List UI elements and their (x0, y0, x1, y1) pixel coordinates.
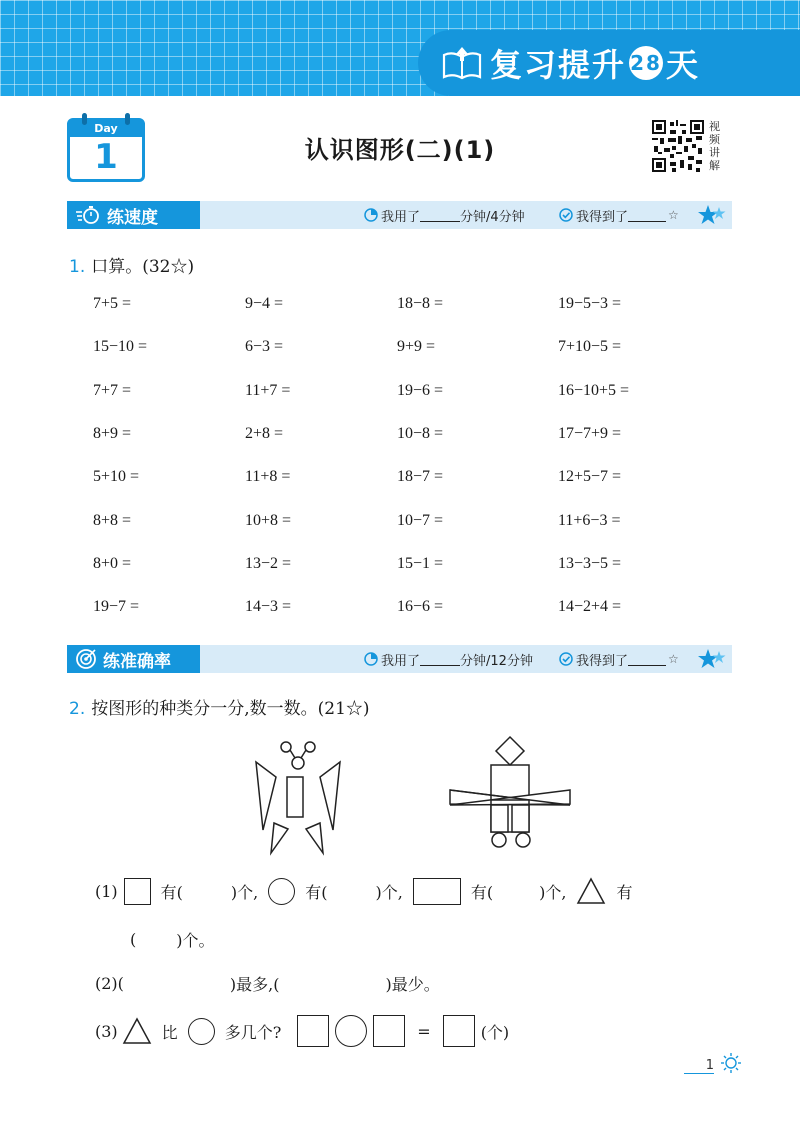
question-1-number: 1. (69, 257, 86, 277)
math-problem: 8+9 = (93, 425, 132, 442)
question-2-number: 2. (69, 699, 86, 719)
sub2-label: (2) (95, 974, 118, 993)
stars-decoration-icon (698, 203, 726, 227)
day-label: Day (70, 121, 142, 137)
sub-question-1 (95, 877, 632, 905)
math-problem: 5+10 = (93, 468, 140, 485)
header-banner (418, 30, 800, 96)
math-problem: 14−2+4 = (558, 598, 622, 615)
question-2 (69, 694, 370, 719)
day-number: 1 (94, 137, 118, 177)
rectangle-shape-icon (413, 878, 461, 905)
sub1-has2: 有( (305, 882, 328, 902)
math-problem: 13−2 = (245, 555, 292, 572)
stars-got-blank[interactable] (628, 653, 666, 666)
math-problem: 13−3−5 = (558, 555, 622, 572)
time-used-blank[interactable] (420, 653, 460, 666)
qr-label: 视频讲解 (709, 120, 720, 172)
math-problem: 10−7 = (397, 512, 444, 529)
math-problem: 15−10 = (93, 338, 148, 355)
circle-shape-icon (188, 1018, 215, 1045)
open-book-icon (442, 45, 482, 81)
math-problem: 16−10+5 = (558, 382, 630, 399)
math-problem: 6−3 = (245, 338, 284, 355)
math-problem: 14−3 = (245, 598, 292, 615)
butterfly-figure (256, 742, 340, 853)
math-problem: 19−5−3 = (558, 295, 622, 312)
stars-got (559, 645, 679, 673)
math-problem: 10+8 = (245, 512, 292, 529)
sub-question-2 (95, 972, 440, 995)
sub2-text1: )最多,( (229, 975, 280, 994)
shape-figures (240, 735, 600, 860)
section-tag-speed (67, 201, 200, 229)
question-1 (69, 252, 194, 277)
stars-got-prefix: 我得到了 (576, 653, 629, 669)
sub1-line2-close: )个。 (176, 931, 215, 950)
math-problem: 15−1 = (397, 555, 444, 572)
check-circle-icon (559, 652, 573, 666)
math-problem: 18−8 = (397, 295, 444, 312)
math-problem: 11+8 = (245, 468, 291, 485)
sub3-compare: 比 (161, 1022, 178, 1042)
robot-figure (450, 737, 570, 847)
sub3-equals: = (417, 1021, 431, 1041)
math-problem: 12+5−7 = (558, 468, 622, 485)
sub1-unit3: )个, (539, 882, 567, 902)
time-used-suffix: 分钟/12分钟 (460, 653, 533, 669)
sub-question-3 (95, 1015, 509, 1047)
section-tag-label: 练速度 (107, 207, 158, 228)
star-outline-icon: ☆ (668, 208, 679, 222)
math-problem: 9+9 = (397, 338, 436, 355)
sub1-unit2: )个, (375, 882, 403, 902)
time-used-blank[interactable] (420, 209, 460, 222)
sub1-line2-open: ( (130, 930, 137, 949)
section-bar-speed (67, 201, 732, 229)
time-used-suffix: 分钟/4分钟 (460, 209, 525, 225)
section-tag-label: 练准确率 (103, 651, 171, 672)
math-problem: 9−4 = (245, 295, 284, 312)
answer-box[interactable] (297, 1015, 329, 1047)
operator-circle-box[interactable] (335, 1015, 367, 1047)
question-1-text: 口算。(32☆) (91, 257, 195, 277)
math-problem: 18−7 = (397, 468, 444, 485)
math-problem: 11+7 = (245, 382, 291, 399)
answer-box[interactable] (443, 1015, 475, 1047)
math-problem: 10−8 = (397, 425, 444, 442)
answer-box[interactable] (373, 1015, 405, 1047)
math-problem: 7+10−5 = (558, 338, 622, 355)
section-bar-accuracy (67, 645, 732, 673)
time-used-prefix: 我用了 (381, 653, 421, 669)
banner-suffix: 天 (666, 46, 701, 84)
star-outline-icon: ☆ (668, 652, 679, 666)
math-problem: 19−7 = (93, 598, 140, 615)
sub3-question: 多几个? (224, 1022, 282, 1042)
sub1-unit1: )个, (230, 882, 259, 902)
stars-got (559, 201, 679, 229)
page-title: 认识图形(二)(1) (304, 136, 496, 164)
stopwatch-icon (75, 205, 101, 225)
sub2-text2: )最少。 (385, 975, 440, 994)
sun-decoration-icon (720, 1052, 742, 1074)
sub1-label: (1) (95, 881, 118, 901)
banner-day-count: 28 (629, 46, 663, 80)
time-used (364, 645, 533, 673)
banner-title: 复习提升 (490, 46, 627, 84)
check-circle-icon (559, 208, 573, 222)
qr-code-icon[interactable] (652, 120, 704, 172)
triangle-shape-icon (576, 877, 606, 905)
math-problem: 16−6 = (397, 598, 444, 615)
math-problem: 11+6−3 = (558, 512, 621, 529)
stars-got-blank[interactable] (628, 209, 666, 222)
clock-icon (364, 208, 378, 222)
sub-question-1-cont (130, 928, 215, 951)
time-used-prefix: 我用了 (381, 209, 421, 225)
stars-decoration-icon (698, 647, 726, 671)
sub3-unit: (个) (480, 1022, 510, 1042)
math-problem: 8+8 = (93, 512, 132, 529)
sub1-has3: 有( (470, 882, 494, 902)
time-used (364, 201, 525, 229)
math-problem: 19−6 = (397, 382, 444, 399)
sub3-label: (3) (95, 1021, 118, 1041)
math-problem: 17−7+9 = (558, 425, 622, 442)
math-problem: 7+7 = (93, 382, 132, 399)
calendar-ring-icon (125, 113, 130, 125)
target-icon (75, 648, 97, 670)
stars-got-prefix: 我得到了 (576, 209, 629, 225)
question-2-text: 按图形的种类分一分,数一数。(21☆) (91, 699, 370, 719)
math-problem: 7+5 = (93, 295, 132, 312)
triangle-shape-icon (122, 1017, 152, 1045)
square-shape-icon (124, 878, 151, 905)
math-problem: 2+8 = (245, 425, 284, 442)
sub1-has4: 有 (616, 882, 633, 902)
clock-icon (364, 652, 378, 666)
sub1-has1: 有( (160, 882, 183, 902)
page-number: 1 (684, 1058, 714, 1074)
section-tag-accuracy (67, 645, 200, 673)
calendar-ring-icon (82, 113, 87, 125)
circle-shape-icon (268, 878, 295, 905)
math-problem: 8+0 = (93, 555, 132, 572)
sub2-open: ( (117, 974, 124, 993)
